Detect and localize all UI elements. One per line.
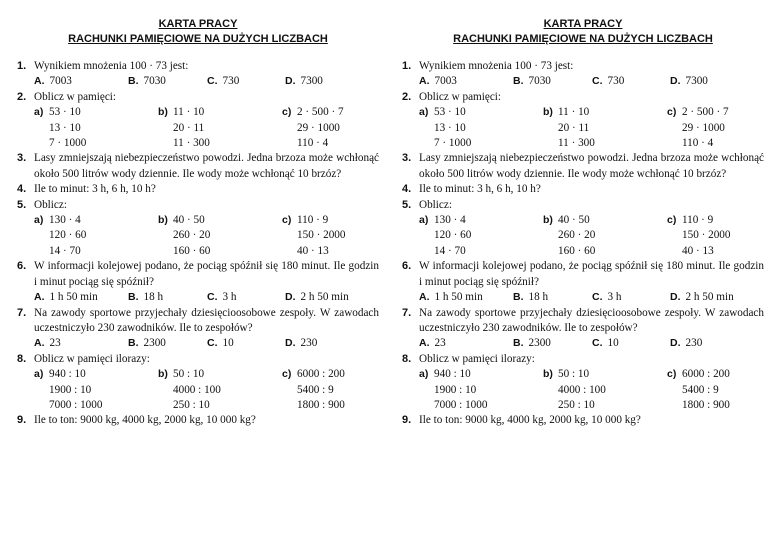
exercise-item: 940 : 10 bbox=[49, 368, 86, 381]
exercise-item: 110 · 4 bbox=[297, 137, 329, 150]
answer-option bbox=[207, 74, 285, 89]
exercise-column bbox=[34, 213, 158, 259]
answer-value: 230 bbox=[685, 337, 703, 350]
question-9 bbox=[17, 413, 379, 428]
answer-value: 10 bbox=[222, 337, 234, 350]
exercise-item: 11 · 10 bbox=[558, 106, 590, 119]
column-items bbox=[297, 105, 344, 151]
exercise-item: 6000 : 200 bbox=[297, 368, 345, 381]
exercise-item: 11 · 300 bbox=[558, 137, 595, 150]
answer-option bbox=[128, 336, 207, 351]
answer-letter: C. bbox=[592, 291, 603, 304]
column-items bbox=[434, 213, 471, 259]
answer-letter: A. bbox=[419, 291, 430, 304]
exercise-item: 1800 : 900 bbox=[682, 398, 730, 411]
answer-value: 7003 bbox=[434, 75, 457, 88]
answer-options bbox=[17, 290, 379, 305]
exercise-item: 4000 : 100 bbox=[173, 383, 221, 396]
exercise-item: 2 · 500 · 7 bbox=[682, 106, 729, 119]
question-number: 2. bbox=[17, 90, 27, 103]
column-label: c) bbox=[667, 214, 677, 227]
answer-option bbox=[419, 290, 513, 305]
answer-letter: A. bbox=[34, 75, 45, 88]
question-7 bbox=[402, 306, 764, 337]
column-items bbox=[558, 213, 595, 259]
exercise-column bbox=[419, 213, 543, 259]
question-text: Lasy zmniejszają niebezpieczeństwo powodzi. Jedna brzoza może wchłonąć około 500 litrów wody dziennie. Ile wody może wchłonąć 10 brzóz? bbox=[419, 152, 764, 180]
exercise-item: 4000 : 100 bbox=[558, 383, 606, 396]
question-text: Ile to ton: 9000 kg, 4000 kg, 2000 kg, 10 000 kg? bbox=[419, 414, 641, 427]
question-text: Ile to minut: 3 h, 6 h, 10 h? bbox=[419, 183, 541, 196]
answer-value: 18 h bbox=[143, 291, 164, 304]
answer-letter: B. bbox=[128, 75, 139, 88]
answer-options bbox=[17, 336, 379, 351]
worksheet-title: KARTA PRACY bbox=[543, 18, 623, 30]
answer-option bbox=[285, 74, 323, 89]
exercise-item: 50 : 10 bbox=[558, 368, 590, 381]
answer-value: 730 bbox=[607, 75, 625, 88]
answer-option bbox=[592, 74, 670, 89]
answer-options bbox=[402, 290, 764, 305]
exercise-item: 11 · 300 bbox=[173, 137, 210, 150]
question-7 bbox=[17, 306, 379, 337]
exercise-item: 1800 : 900 bbox=[297, 398, 345, 411]
exercise-item: 20 · 11 bbox=[558, 121, 590, 134]
exercise-item: 11 · 10 bbox=[173, 106, 205, 119]
answer-value: 730 bbox=[222, 75, 240, 88]
answer-value: 10 bbox=[607, 337, 619, 350]
answer-value: 2 h 50 min bbox=[685, 291, 734, 304]
column-label: b) bbox=[158, 106, 168, 119]
worksheet-left bbox=[17, 17, 379, 429]
question-number: 5. bbox=[402, 198, 412, 211]
exercise-item: 2 · 500 · 7 bbox=[297, 106, 344, 119]
answer-value: 2300 bbox=[143, 337, 166, 350]
answer-value: 23 bbox=[434, 337, 446, 350]
exercise-item: 40 · 50 bbox=[558, 214, 590, 227]
question-text: Wynikiem mnożenia 100 · 73 jest: bbox=[419, 60, 574, 72]
exercise-column bbox=[282, 105, 344, 151]
worksheet-right bbox=[402, 17, 764, 429]
exercise-column bbox=[34, 367, 158, 413]
exercise-item: 7000 : 1000 bbox=[434, 398, 488, 411]
answer-value: 7300 bbox=[300, 75, 323, 88]
exercise-item: 250 : 10 bbox=[173, 398, 210, 411]
answer-option bbox=[207, 290, 285, 305]
column-label: c) bbox=[282, 214, 292, 227]
exercise-item: 7 · 1000 bbox=[434, 137, 472, 150]
answer-letter: A. bbox=[419, 337, 430, 350]
exercise-column bbox=[419, 105, 543, 151]
exercise-item: 120 · 60 bbox=[49, 229, 87, 242]
column-items bbox=[682, 213, 730, 259]
question-number: 4. bbox=[402, 183, 412, 196]
question-number: 8. bbox=[402, 352, 412, 365]
exercise-item: 20 · 11 bbox=[173, 121, 205, 134]
exercise-column bbox=[667, 213, 730, 259]
answer-option bbox=[670, 336, 702, 351]
exercise-column bbox=[543, 105, 667, 151]
answer-letter: C. bbox=[207, 291, 218, 304]
question-9 bbox=[402, 413, 764, 428]
answer-option bbox=[128, 74, 207, 89]
column-label: c) bbox=[667, 368, 677, 381]
exercise-column bbox=[282, 367, 345, 413]
question-5 bbox=[17, 198, 379, 213]
question-number: 3. bbox=[17, 152, 27, 165]
answer-letter: C. bbox=[207, 337, 218, 350]
answer-letter: B. bbox=[513, 75, 524, 88]
exercise-item: 40 · 13 bbox=[297, 244, 329, 257]
exercise-item: 50 : 10 bbox=[173, 368, 205, 381]
question-4 bbox=[402, 182, 764, 197]
answer-option bbox=[285, 336, 317, 351]
answer-options bbox=[402, 336, 764, 351]
exercise-column bbox=[667, 105, 729, 151]
question-3 bbox=[402, 151, 764, 182]
answer-option bbox=[670, 290, 734, 305]
question-text: Ile to ton: 9000 kg, 4000 kg, 2000 kg, 10 000 kg? bbox=[34, 414, 256, 427]
answer-option bbox=[592, 290, 670, 305]
answer-option bbox=[419, 74, 513, 89]
question-5 bbox=[402, 198, 764, 213]
exercise-grid bbox=[17, 367, 379, 413]
column-label: b) bbox=[543, 368, 553, 381]
answer-value: 1 h 50 min bbox=[434, 291, 483, 304]
answer-value: 3 h bbox=[222, 291, 237, 304]
exercise-grid bbox=[402, 213, 764, 259]
exercise-item: 53 · 10 bbox=[49, 106, 81, 119]
column-items bbox=[173, 105, 210, 151]
question-text: Oblicz w pamięci: bbox=[419, 90, 502, 103]
answer-value: 1 h 50 min bbox=[49, 291, 98, 304]
exercise-item: 5400 : 9 bbox=[297, 383, 334, 396]
answer-options bbox=[402, 74, 764, 89]
question-3 bbox=[17, 151, 379, 182]
exercise-grid bbox=[17, 213, 379, 259]
exercise-item: 14 · 70 bbox=[434, 244, 466, 257]
question-number: 3. bbox=[402, 152, 412, 165]
column-label: a) bbox=[419, 368, 429, 381]
question-2 bbox=[17, 90, 379, 105]
column-items bbox=[173, 367, 221, 413]
question-number: 9. bbox=[17, 414, 27, 427]
exercise-column bbox=[34, 105, 158, 151]
question-8 bbox=[17, 352, 379, 367]
column-items bbox=[682, 367, 730, 413]
question-1 bbox=[17, 59, 379, 74]
exercise-grid bbox=[402, 367, 764, 413]
question-number: 7. bbox=[17, 306, 27, 319]
answer-letter: A. bbox=[419, 75, 430, 88]
question-number: 1. bbox=[17, 60, 27, 72]
exercise-column bbox=[158, 213, 282, 259]
column-items bbox=[558, 367, 606, 413]
column-label: b) bbox=[158, 214, 168, 227]
exercise-item: 150 · 2000 bbox=[682, 229, 731, 242]
column-label: a) bbox=[34, 368, 44, 381]
question-text: Oblicz w pamięci ilorazy: bbox=[419, 352, 535, 365]
question-text: Oblicz w pamięci: bbox=[34, 90, 117, 103]
answer-option bbox=[592, 336, 670, 351]
answer-option bbox=[513, 336, 592, 351]
column-items bbox=[49, 105, 86, 151]
column-items bbox=[173, 213, 210, 259]
question-text: Na zawody sportowe przyjechały dziesięcioosobowe zespoły. W zawodach uczestniczyło 230 zawodników. Ile to zespołów? bbox=[419, 306, 764, 334]
question-8 bbox=[402, 352, 764, 367]
question-number: 1. bbox=[402, 60, 412, 72]
answer-option bbox=[128, 290, 207, 305]
exercise-item: 150 · 2000 bbox=[297, 229, 346, 242]
exercise-item: 13 · 10 bbox=[49, 121, 81, 134]
column-items bbox=[49, 213, 86, 259]
answer-option bbox=[513, 74, 592, 89]
exercise-item: 130 · 4 bbox=[49, 214, 81, 227]
exercise-grid bbox=[17, 105, 379, 151]
exercise-column bbox=[158, 367, 282, 413]
exercise-item: 130 · 4 bbox=[434, 214, 466, 227]
exercise-item: 260 · 20 bbox=[173, 229, 211, 242]
exercise-item: 110 · 9 bbox=[682, 214, 714, 227]
answer-letter: A. bbox=[34, 337, 45, 350]
column-label: c) bbox=[282, 368, 292, 381]
answer-letter: C. bbox=[207, 75, 218, 88]
exercise-column bbox=[543, 213, 667, 259]
column-items bbox=[297, 367, 345, 413]
question-text: Ile to minut: 3 h, 6 h, 10 h? bbox=[34, 183, 156, 196]
answer-option bbox=[419, 336, 513, 351]
exercise-item: 250 : 10 bbox=[558, 398, 595, 411]
answer-value: 3 h bbox=[607, 291, 622, 304]
column-label: a) bbox=[34, 106, 44, 119]
question-number: 8. bbox=[17, 352, 27, 365]
exercise-item: 110 · 9 bbox=[297, 214, 329, 227]
answer-letter: D. bbox=[670, 75, 681, 88]
question-number: 6. bbox=[402, 260, 412, 273]
column-label: b) bbox=[158, 368, 168, 381]
answer-options bbox=[17, 74, 379, 89]
exercise-item: 29 · 1000 bbox=[682, 121, 725, 134]
answer-value: 2300 bbox=[528, 337, 551, 350]
question-number: 5. bbox=[17, 198, 27, 211]
exercise-item: 14 · 70 bbox=[49, 244, 81, 257]
answer-option bbox=[513, 290, 592, 305]
answer-value: 2 h 50 min bbox=[300, 291, 349, 304]
question-1 bbox=[402, 59, 764, 74]
answer-letter: C. bbox=[592, 337, 603, 350]
exercise-column bbox=[419, 367, 543, 413]
exercise-item: 7 · 1000 bbox=[49, 137, 87, 150]
question-text: Lasy zmniejszają niebezpieczeństwo powodzi. Jedna brzoza może wchłonąć około 500 litrów wody dziennie. Ile wody może wchłonąć 10 brzóz? bbox=[34, 152, 379, 180]
column-items bbox=[49, 367, 102, 413]
answer-value: 18 h bbox=[528, 291, 549, 304]
exercise-column bbox=[667, 367, 730, 413]
question-text: W informacji kolejowej podano, że pociąg spóźnił się 180 minut. Ile godzin i minut pociąg się spóźnił? bbox=[419, 260, 764, 288]
worksheet-title: KARTA PRACY bbox=[158, 18, 238, 30]
answer-letter: B. bbox=[513, 337, 524, 350]
column-label: b) bbox=[543, 106, 553, 119]
question-number: 9. bbox=[402, 414, 412, 427]
worksheet-subtitle: RACHUNKI PAMIĘCIOWE NA DUŻYCH LICZBACH bbox=[68, 33, 328, 45]
question-6 bbox=[402, 259, 764, 290]
question-number: 6. bbox=[17, 260, 27, 273]
column-items bbox=[558, 105, 595, 151]
answer-value: 7300 bbox=[685, 75, 708, 88]
answer-value: 7030 bbox=[528, 75, 551, 88]
question-6 bbox=[17, 259, 379, 290]
answer-letter: D. bbox=[285, 291, 296, 304]
exercise-item: 53 · 10 bbox=[434, 106, 466, 119]
answer-option bbox=[285, 290, 349, 305]
column-items bbox=[297, 213, 345, 259]
answer-option bbox=[670, 74, 708, 89]
exercise-item: 940 : 10 bbox=[434, 368, 471, 381]
answer-letter: B. bbox=[513, 291, 524, 304]
question-number: 4. bbox=[17, 183, 27, 196]
column-label: c) bbox=[282, 106, 292, 119]
question-2 bbox=[402, 90, 764, 105]
exercise-column bbox=[282, 213, 345, 259]
column-items bbox=[682, 105, 729, 151]
column-label: c) bbox=[667, 106, 677, 119]
answer-option bbox=[34, 74, 128, 89]
exercise-column bbox=[543, 367, 667, 413]
exercise-item: 1900 : 10 bbox=[49, 383, 92, 396]
question-text: Wynikiem mnożenia 100 · 73 jest: bbox=[34, 60, 189, 72]
exercise-item: 120 · 60 bbox=[434, 229, 472, 242]
exercise-item: 13 · 10 bbox=[434, 121, 466, 134]
exercise-item: 110 · 4 bbox=[682, 137, 714, 150]
question-text: Oblicz w pamięci ilorazy: bbox=[34, 352, 150, 365]
question-number: 7. bbox=[402, 306, 412, 319]
exercise-item: 160 · 60 bbox=[558, 244, 596, 257]
exercise-item: 260 · 20 bbox=[558, 229, 596, 242]
answer-letter: B. bbox=[128, 291, 139, 304]
answer-value: 7003 bbox=[49, 75, 72, 88]
column-label: a) bbox=[419, 106, 429, 119]
answer-option bbox=[34, 336, 128, 351]
question-number: 2. bbox=[402, 90, 412, 103]
exercise-item: 1900 : 10 bbox=[434, 383, 477, 396]
answer-letter: D. bbox=[670, 337, 681, 350]
column-items bbox=[434, 367, 487, 413]
exercise-item: 6000 : 200 bbox=[682, 368, 730, 381]
question-text: Na zawody sportowe przyjechały dziesięcioosobowe zespoły. W zawodach uczestniczyło 230 zawodników. Ile to zespołów? bbox=[34, 306, 379, 334]
exercise-item: 40 · 50 bbox=[173, 214, 205, 227]
answer-option bbox=[34, 290, 128, 305]
question-text: Oblicz: bbox=[419, 198, 452, 211]
exercise-item: 7000 : 1000 bbox=[49, 398, 103, 411]
column-label: a) bbox=[419, 214, 429, 227]
question-text: Oblicz: bbox=[34, 198, 67, 211]
question-4 bbox=[17, 182, 379, 197]
answer-letter: D. bbox=[285, 75, 296, 88]
column-label: b) bbox=[543, 214, 553, 227]
answer-letter: C. bbox=[592, 75, 603, 88]
exercise-item: 40 · 13 bbox=[682, 244, 714, 257]
exercise-item: 5400 : 9 bbox=[682, 383, 719, 396]
worksheet-subtitle: RACHUNKI PAMIĘCIOWE NA DUŻYCH LICZBACH bbox=[453, 33, 713, 45]
column-label: a) bbox=[34, 214, 44, 227]
exercise-column bbox=[158, 105, 282, 151]
answer-letter: B. bbox=[128, 337, 139, 350]
exercise-grid bbox=[402, 105, 764, 151]
answer-letter: D. bbox=[670, 291, 681, 304]
answer-value: 7030 bbox=[143, 75, 166, 88]
exercise-item: 29 · 1000 bbox=[297, 121, 340, 134]
answer-option bbox=[207, 336, 285, 351]
question-text: W informacji kolejowej podano, że pociąg spóźnił się 180 minut. Ile godzin i minut pociąg się spóźnił? bbox=[34, 260, 379, 288]
answer-letter: A. bbox=[34, 291, 45, 304]
answer-value: 230 bbox=[300, 337, 318, 350]
answer-letter: D. bbox=[285, 337, 296, 350]
exercise-item: 160 · 60 bbox=[173, 244, 211, 257]
answer-value: 23 bbox=[49, 337, 61, 350]
column-items bbox=[434, 105, 471, 151]
